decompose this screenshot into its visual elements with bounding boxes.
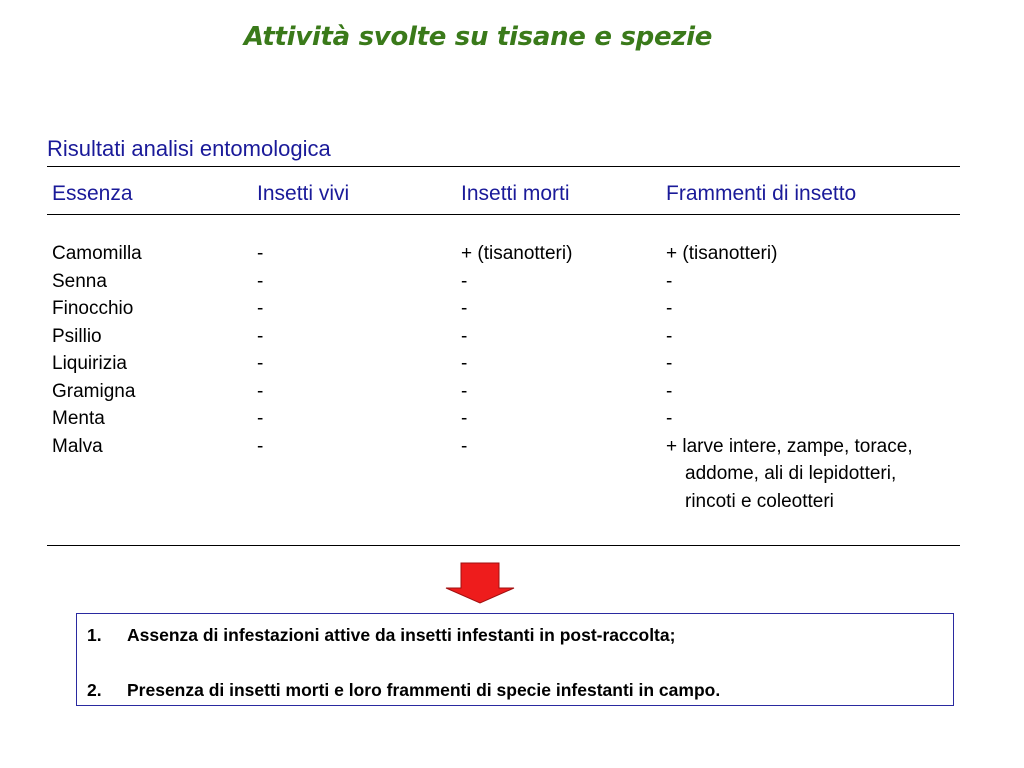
cell-morti: - xyxy=(461,380,468,402)
down-arrow-icon xyxy=(443,562,517,604)
cell-essenza: Gramigna xyxy=(52,380,136,402)
conclusion-number: 1. xyxy=(87,625,102,645)
cell-frammenti: - xyxy=(666,353,673,374)
cell-frammenti: - xyxy=(666,298,673,319)
conclusion-text: Assenza di infestazioni attive da insetti infestanti in post-raccolta; xyxy=(127,625,676,645)
cell-essenza: Malva xyxy=(52,435,103,457)
cell-morti: - xyxy=(461,270,468,292)
cell-essenza: Senna xyxy=(52,270,107,292)
header-insetti-vivi: Insetti vivi xyxy=(257,182,350,205)
cell-frammenti: - xyxy=(666,325,673,347)
cell-vivi: - xyxy=(257,325,264,347)
conclusion-text: Presenza di insetti morti e loro frammenti di specie infestanti in campo. xyxy=(127,680,721,700)
header-insetti-morti: Insetti morti xyxy=(461,182,570,205)
cell-essenza: Liquirizia xyxy=(52,353,127,374)
column-insetti-morti xyxy=(461,240,572,460)
down-arrow-shape xyxy=(446,563,514,603)
table-caption: Risultati analisi entomologica xyxy=(47,136,331,161)
cell-vivi: - xyxy=(257,380,264,402)
cell-morti: - xyxy=(461,353,468,374)
page-title: Attività svolte su tisane e spezie xyxy=(243,22,713,52)
conclusion-number: 2. xyxy=(87,680,102,700)
cell-vivi: - xyxy=(257,298,264,319)
cell-essenza: Psillio xyxy=(52,325,102,347)
cell-morti: - xyxy=(461,298,468,319)
cell-morti: - xyxy=(461,325,468,347)
column-frammenti xyxy=(666,240,925,515)
cell-morti: - xyxy=(461,408,468,429)
conclusions-box xyxy=(76,613,954,706)
cell-frammenti: - xyxy=(666,408,673,429)
cell-morti: + (tisanotteri) xyxy=(461,243,573,264)
header-essenza: Essenza xyxy=(52,182,133,205)
cell-vivi: - xyxy=(257,353,264,374)
cell-vivi: - xyxy=(257,435,264,457)
table-top-rule xyxy=(47,166,960,167)
cell-frammenti: + larve intere, zampe, torace, addome, ali di lepidotteri, rincoti e coleotteri xyxy=(666,435,913,512)
table-bottom-rule xyxy=(47,545,960,546)
cell-frammenti: + (tisanotteri) xyxy=(666,243,778,264)
cell-essenza: Camomilla xyxy=(52,243,142,264)
cell-frammenti: - xyxy=(666,380,673,402)
cell-morti: - xyxy=(461,435,468,457)
cell-vivi: - xyxy=(257,408,264,429)
conclusion-item xyxy=(87,625,675,646)
table-header-rule xyxy=(47,214,960,215)
conclusion-item xyxy=(87,680,720,701)
cell-essenza: Menta xyxy=(52,408,105,429)
column-insetti-vivi xyxy=(257,240,263,460)
header-frammenti: Frammenti di insetto xyxy=(666,182,857,205)
cell-vivi: - xyxy=(257,270,264,292)
cell-frammenti: - xyxy=(666,270,673,292)
cell-vivi: - xyxy=(257,243,264,264)
column-essenza xyxy=(52,240,142,460)
cell-essenza: Finocchio xyxy=(52,298,134,319)
